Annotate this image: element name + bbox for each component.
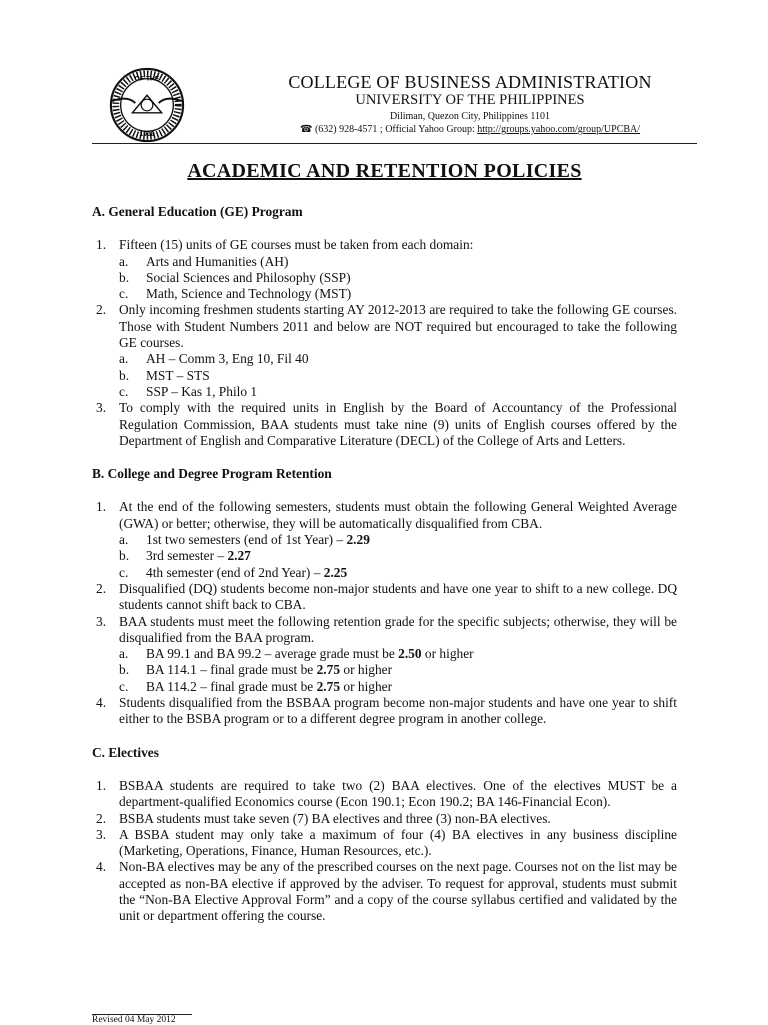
section-c-heading: C. Electives [92,744,159,760]
list-item: 4. Students disqualified from the BSBAA program become non-major students and have one year to shift either to the BSBA program or to a different degree program in another college. [96,695,677,727]
section-a-heading: A. General Education (GE) Program [92,204,303,219]
document-body [92,204,677,925]
header-rule [92,143,697,144]
list-item: 2. Disqualified (DQ) students become non-major students and have one year to shift to a new college. DQ students cannot shift back to CBA. [96,580,677,613]
sub-item: b. MST – STS [119,367,210,383]
sub-item: a. Arts and Humanities (AH) [119,253,289,269]
phone-icon: ☎ [299,124,315,135]
list-item: 3. A BSBA student may only take a maximum of four (4) BA electives in any business discipline (Marketing, Operations, Finance, Human Resources, etc.). [96,826,677,859]
sub-item: c. SSP – Kas 1, Philo 1 [119,383,258,399]
gwa-value: 2.27 [227,548,251,564]
revision-note: Revised 04 May 2012 [92,1015,176,1025]
up-seal-logo [108,66,186,144]
section-c-list [92,778,677,925]
list-item: 4. Non-BA electives may be any of the prescribed courses on the next page. Courses not on the list may be accepted as non-BA elective if approved by the adviser. To request for approval, students must submit the “Non-BA Elective Approval Form” and a copy of the course syllabus certified and validated by the unit or department offering the course. [96,859,677,924]
college-name: COLLEGE OF BUSINESS ADMINISTRATION [288,72,652,92]
gwa-value: 2.29 [346,532,370,548]
sub-item: a. 1st two semesters (end of 1st Year) – 2.29 [119,532,370,548]
phone-text: (632) 928-4571 ; Official Yahoo Group: [314,124,478,135]
svg-text:1908: 1908 [139,131,155,139]
section-b-list [92,499,677,727]
sub-item: b. BA 114.1 – final grade must be 2.75 or higher [119,662,393,678]
sub-item: a. AH – Comm 3, Eng 10, Fil 40 [119,351,309,367]
university-name: UNIVERSITY OF THE PHILIPPINES [355,92,585,108]
sub-item: b. 3rd semester – 2.27 [119,548,251,564]
grade-value: 2.75 [316,662,341,678]
grade-value: 2.50 [398,646,422,662]
sub-item: c. 4th semester (end of 2nd Year) – 2.25 [119,564,348,580]
section-b-heading: B. College and Degree Program Retention [92,466,332,482]
list-item: 2. BSBA students must take seven (7) BA electives and three (3) non-BA electives. [96,810,551,826]
svg-text:OF THE: OF THE [134,75,160,83]
page-title: ACADEMIC AND RETENTION POLICIES [187,160,582,182]
list-item: 1. BSBAA students are required to take two (2) BAA electives. One of the electives MUST be a department-qualified Economics course (Econ 190.1; Econ 190.2; BA 146-Financial Econ). [96,777,677,810]
list-item: 1. At the end of the following semesters, students must obtain the following General Weighted Average (GWA) or better; otherwise, they will be automatically disqualified from CBA. a. 1st two semesters (end of 1st Year) – 2.29 b. 3rd semester – 2.27 c. 4th semester (end of 2nd Year) – 2.25 [96,499,677,580]
contact-line [220,123,720,136]
section-a-list [92,237,677,449]
address: Diliman, Quezon City, Philippines 1101 [389,111,551,122]
list-item: 3. BAA students must meet the following retention grade for the specific subjects; otherwise, they will be disqualified from the BAA program. a. BA 99.1 and BA 99.2 – average grade must be 2.50 or higher b. BA 114.1 – final grade must be 2.75 or higher c. BA 114.2 – final grade must be 2.75 or higher [96,613,677,694]
grade-value: 2.75 [316,678,341,694]
sub-item: c. BA 114.2 – final grade must be 2.75 or higher [119,678,393,694]
list-item: 3. To comply with the required units in English by the Board of Accountancy of the Professional Regulation Commission, BAA students must take nine (9) units of English courses offered by the Department of English and Comparative Literature (DECL) of the College of Arts and Letters. [96,400,677,448]
sub-item: a. BA 99.1 and BA 99.2 – average grade must be 2.50 or higher [119,646,474,662]
gwa-value: 2.25 [323,564,348,580]
sub-item: c. Math, Science and Technology (MST) [119,286,352,302]
yahoo-group-link[interactable]: http://groups.yahoo.com/group/UPCBA/ [477,124,641,135]
list-item: 2. Only incoming freshmen students starting AY 2012-2013 are required to take the following GE courses. Those with Student Numbers 2011 and below are NOT required but encouraged to take the following GE courses. a. AH – Comm 3, Eng 10, Fil 40 b. MST – STS c. SSP – Kas 1, Philo 1 [96,302,677,399]
sub-item: b. Social Sciences and Philosophy (SSP) [119,269,351,285]
letterhead [220,72,720,136]
list-item: 1. Fifteen (15) units of GE courses must be taken from each domain: a. Arts and Humanities (AH) b. Social Sciences and Philosophy (SSP) c. Math, Science and Technology (MST) [92,237,677,302]
